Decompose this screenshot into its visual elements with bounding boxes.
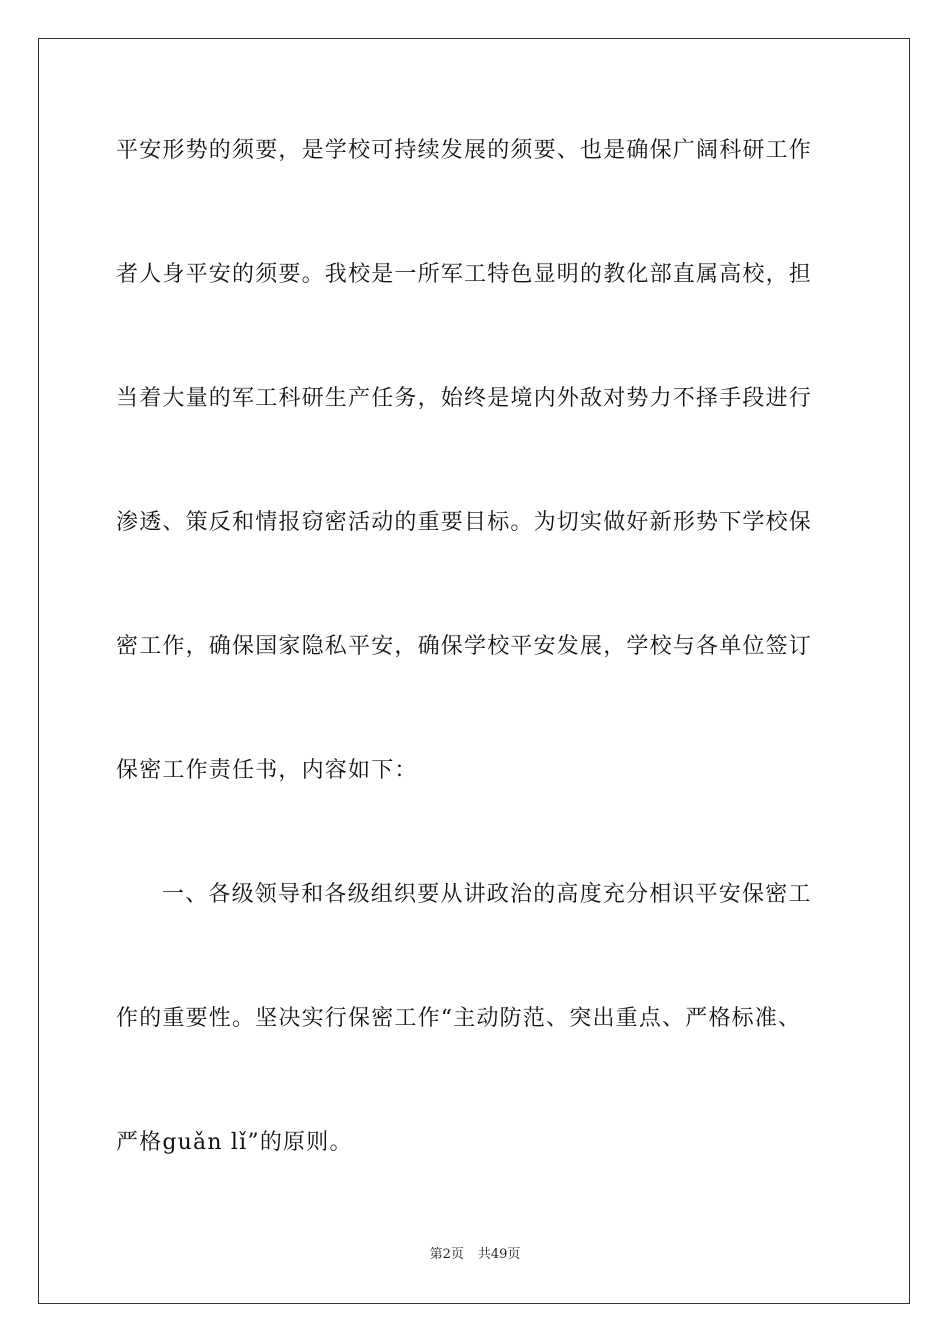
- paragraph-1-line-3: 当着大量的军工科研生产任务，始终是境内外敌对势力不择手段进行: [116, 386, 813, 411]
- paragraph-2-line-1: 一、各级领导和各级组织要从讲政治的高度充分相识平安保密工: [162, 882, 812, 907]
- paragraph-1-line-5: 密工作，确保国家隐私平安，确保学校平安发展，学校与各单位签订: [116, 634, 813, 659]
- paragraph-1-line-6: 保密工作责任书，内容如下：: [116, 758, 418, 783]
- page-footer: [0, 1246, 950, 1264]
- paragraph-2-line-3: 严格guǎn lǐ”的原则。: [116, 1130, 353, 1155]
- page-total: 共49页: [477, 1247, 521, 1262]
- paragraph-1-line-4: 渗透、策反和情报窃密活动的重要目标。为切实做好新形势下学校保: [116, 510, 813, 535]
- paragraph-1-line-2: 者人身平安的须要。我校是一所军工特色显明的教化部直属高校，担: [116, 262, 813, 287]
- paragraph-2-line-2: 作的重要性。坚决实行保密工作“主动防范、突出重点、严格标准、: [116, 1006, 802, 1031]
- page-number: 第2页: [429, 1247, 464, 1262]
- page-frame: [38, 38, 910, 1304]
- paragraph-1-line-1: 平安形势的须要，是学校可持续发展的须要、也是确保广阔科研工作: [116, 138, 813, 163]
